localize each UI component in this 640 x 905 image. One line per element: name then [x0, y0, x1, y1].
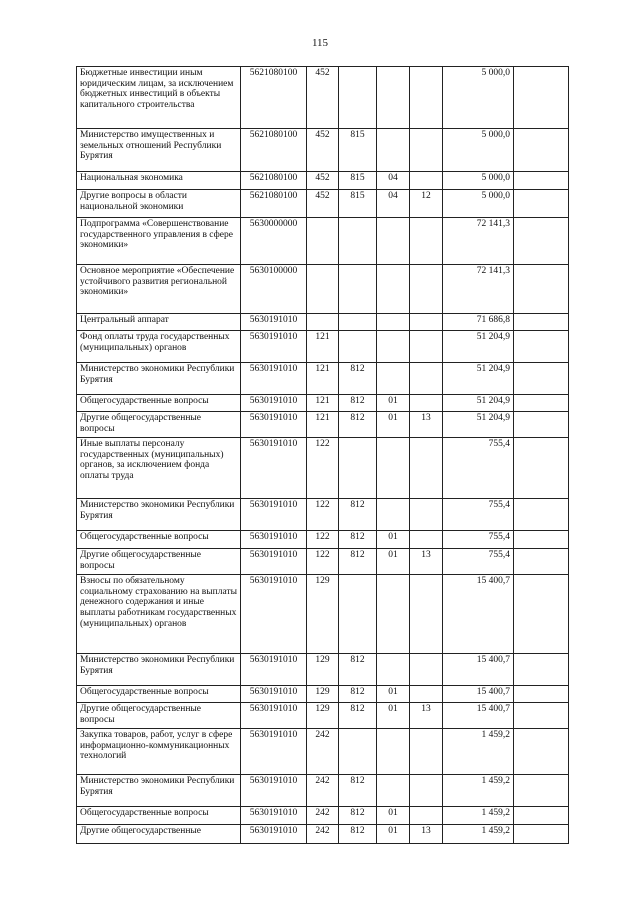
administrator-cell: 815 [339, 172, 377, 190]
administrator-cell: 812 [339, 412, 377, 438]
subsection-cell [410, 686, 443, 703]
row-name-cell: Министерство экономики Республики Бурятия [77, 363, 241, 395]
table-row [77, 549, 569, 575]
administrator-cell: 812 [339, 703, 377, 729]
target-article-cell: 5630100000 [241, 265, 307, 314]
blank-cell [514, 363, 569, 395]
section-cell [377, 499, 410, 531]
target-article-cell: 5630191010 [241, 654, 307, 686]
table-row [77, 686, 569, 703]
row-name-cell: Министерство экономики Республики Бурятия [77, 775, 241, 807]
expense-type-cell [307, 218, 339, 265]
row-name-cell: Другие общегосударственные вопросы [77, 412, 241, 438]
expense-type-cell: 129 [307, 575, 339, 654]
target-article-cell: 5630191010 [241, 438, 307, 499]
table-row [77, 218, 569, 265]
blank-cell [514, 575, 569, 654]
table-row [77, 703, 569, 729]
administrator-cell [339, 218, 377, 265]
table-row [77, 825, 569, 844]
target-article-cell: 5630191010 [241, 775, 307, 807]
subsection-cell [410, 331, 443, 363]
table-row [77, 729, 569, 775]
target-article-cell: 5621080100 [241, 172, 307, 190]
row-name-cell: Другие общегосударственные [77, 825, 241, 844]
row-name-cell: Министерство экономики Республики Бурятия [77, 499, 241, 531]
table-row [77, 363, 569, 395]
expense-type-cell: 242 [307, 807, 339, 825]
subsection-cell [410, 499, 443, 531]
row-name-cell: Министерство экономики Республики Бурятия [77, 654, 241, 686]
subsection-cell [410, 438, 443, 499]
amount-cell: 1 459,2 [443, 729, 514, 775]
table-row [77, 807, 569, 825]
administrator-cell [339, 265, 377, 314]
expense-type-cell: 122 [307, 549, 339, 575]
blank-cell [514, 703, 569, 729]
expense-type-cell: 122 [307, 438, 339, 499]
subsection-cell: 13 [410, 825, 443, 844]
blank-cell [514, 825, 569, 844]
budget-table [76, 66, 569, 844]
section-cell: 01 [377, 703, 410, 729]
amount-cell: 5 000,0 [443, 190, 514, 218]
amount-cell: 51 204,9 [443, 395, 514, 412]
subsection-cell [410, 575, 443, 654]
target-article-cell: 5621080100 [241, 67, 307, 129]
amount-cell: 71 686,8 [443, 314, 514, 331]
row-name-cell: Министерство имущественных и земельных отношений Республики Бурятия [77, 129, 241, 172]
target-article-cell: 5630191010 [241, 363, 307, 395]
target-article-cell: 5621080100 [241, 190, 307, 218]
target-article-cell: 5630191010 [241, 531, 307, 549]
row-name-cell: Другие общегосударственные вопросы [77, 703, 241, 729]
table-row [77, 67, 569, 129]
row-name-cell: Другие вопросы в области национальной экономики [77, 190, 241, 218]
section-cell [377, 218, 410, 265]
administrator-cell: 812 [339, 499, 377, 531]
administrator-cell: 812 [339, 807, 377, 825]
subsection-cell: 12 [410, 190, 443, 218]
administrator-cell [339, 438, 377, 499]
section-cell: 04 [377, 172, 410, 190]
section-cell [377, 331, 410, 363]
table-row [77, 190, 569, 218]
subsection-cell: 13 [410, 412, 443, 438]
expense-type-cell: 121 [307, 395, 339, 412]
table-row [77, 314, 569, 331]
row-name-cell: Фонд оплаты труда государственных (муниципальных) органов [77, 331, 241, 363]
section-cell [377, 775, 410, 807]
amount-cell: 72 141,3 [443, 265, 514, 314]
row-name-cell: Подпрограмма «Совершенствование государственного управления в сфере экономики» [77, 218, 241, 265]
administrator-cell [339, 67, 377, 129]
table-row [77, 531, 569, 549]
subsection-cell: 13 [410, 549, 443, 575]
blank-cell [514, 531, 569, 549]
section-cell: 01 [377, 807, 410, 825]
section-cell: 01 [377, 412, 410, 438]
target-article-cell: 5630191010 [241, 703, 307, 729]
administrator-cell: 812 [339, 395, 377, 412]
expense-type-cell: 452 [307, 67, 339, 129]
section-cell [377, 265, 410, 314]
row-name-cell: Общегосударственные вопросы [77, 531, 241, 549]
subsection-cell [410, 807, 443, 825]
blank-cell [514, 654, 569, 686]
table-row [77, 654, 569, 686]
target-article-cell: 5630191010 [241, 314, 307, 331]
section-cell [377, 438, 410, 499]
target-article-cell: 5630191010 [241, 395, 307, 412]
section-cell [377, 363, 410, 395]
blank-cell [514, 67, 569, 129]
expense-type-cell: 122 [307, 499, 339, 531]
row-name-cell: Общегосударственные вопросы [77, 395, 241, 412]
row-name-cell: Бюджетные инвестиции иным юридическим лицам, за исключением бюджетных инвестиций в объекты капитального строительства [77, 67, 241, 129]
target-article-cell: 5630191010 [241, 825, 307, 844]
row-name-cell: Центральный аппарат [77, 314, 241, 331]
table-row [77, 575, 569, 654]
amount-cell: 5 000,0 [443, 172, 514, 190]
row-name-cell: Взносы по обязательному социальному страхованию на выплаты денежного содержания и иные выплаты работникам государственных (муниципальных) органов [77, 575, 241, 654]
section-cell: 01 [377, 531, 410, 549]
table-row [77, 499, 569, 531]
blank-cell [514, 807, 569, 825]
row-name-cell: Общегосударственные вопросы [77, 686, 241, 703]
section-cell: 01 [377, 825, 410, 844]
administrator-cell: 812 [339, 825, 377, 844]
amount-cell: 15 400,7 [443, 703, 514, 729]
amount-cell: 51 204,9 [443, 363, 514, 395]
expense-type-cell: 452 [307, 190, 339, 218]
blank-cell [514, 729, 569, 775]
amount-cell: 15 400,7 [443, 686, 514, 703]
blank-cell [514, 775, 569, 807]
subsection-cell: 13 [410, 703, 443, 729]
subsection-cell [410, 654, 443, 686]
amount-cell: 51 204,9 [443, 412, 514, 438]
table-row [77, 438, 569, 499]
section-cell: 04 [377, 190, 410, 218]
administrator-cell: 812 [339, 654, 377, 686]
subsection-cell [410, 67, 443, 129]
section-cell [377, 67, 410, 129]
blank-cell [514, 129, 569, 172]
subsection-cell [410, 265, 443, 314]
blank-cell [514, 218, 569, 265]
target-article-cell: 5621080100 [241, 129, 307, 172]
expense-type-cell: 452 [307, 172, 339, 190]
amount-cell: 1 459,2 [443, 775, 514, 807]
subsection-cell [410, 395, 443, 412]
amount-cell: 755,4 [443, 549, 514, 575]
amount-cell: 72 141,3 [443, 218, 514, 265]
administrator-cell [339, 729, 377, 775]
blank-cell [514, 331, 569, 363]
section-cell [377, 129, 410, 172]
expense-type-cell: 121 [307, 363, 339, 395]
expense-type-cell: 122 [307, 531, 339, 549]
table-row [77, 172, 569, 190]
table-row [77, 412, 569, 438]
administrator-cell: 815 [339, 190, 377, 218]
expense-type-cell: 129 [307, 654, 339, 686]
administrator-cell: 812 [339, 775, 377, 807]
amount-cell: 1 459,2 [443, 825, 514, 844]
administrator-cell: 812 [339, 363, 377, 395]
administrator-cell [339, 314, 377, 331]
subsection-cell [410, 218, 443, 265]
subsection-cell [410, 314, 443, 331]
blank-cell [514, 438, 569, 499]
blank-cell [514, 314, 569, 331]
amount-cell: 15 400,7 [443, 575, 514, 654]
administrator-cell [339, 331, 377, 363]
section-cell: 01 [377, 395, 410, 412]
amount-cell: 5 000,0 [443, 129, 514, 172]
target-article-cell: 5630191010 [241, 686, 307, 703]
section-cell [377, 654, 410, 686]
blank-cell [514, 412, 569, 438]
row-name-cell: Основное мероприятие «Обеспечение устойчивого развития региональной экономики» [77, 265, 241, 314]
expense-type-cell: 129 [307, 686, 339, 703]
administrator-cell: 815 [339, 129, 377, 172]
administrator-cell [339, 575, 377, 654]
target-article-cell: 5630191010 [241, 549, 307, 575]
subsection-cell [410, 129, 443, 172]
page-number: 115 [311, 37, 329, 49]
target-article-cell: 5630191010 [241, 499, 307, 531]
subsection-cell [410, 363, 443, 395]
table-row [77, 775, 569, 807]
expense-type-cell: 242 [307, 775, 339, 807]
amount-cell: 51 204,9 [443, 331, 514, 363]
administrator-cell: 812 [339, 549, 377, 575]
administrator-cell: 812 [339, 531, 377, 549]
row-name-cell: Общегосударственные вопросы [77, 807, 241, 825]
target-article-cell: 5630191010 [241, 575, 307, 654]
expense-type-cell: 121 [307, 331, 339, 363]
subsection-cell [410, 172, 443, 190]
expense-type-cell: 121 [307, 412, 339, 438]
blank-cell [514, 549, 569, 575]
expense-type-cell: 452 [307, 129, 339, 172]
section-cell: 01 [377, 549, 410, 575]
table-row [77, 129, 569, 172]
amount-cell: 755,4 [443, 531, 514, 549]
table-row [77, 395, 569, 412]
section-cell [377, 314, 410, 331]
amount-cell: 5 000,0 [443, 67, 514, 129]
subsection-cell [410, 729, 443, 775]
expense-type-cell: 242 [307, 825, 339, 844]
blank-cell [514, 499, 569, 531]
target-article-cell: 5630191010 [241, 807, 307, 825]
expense-type-cell [307, 314, 339, 331]
administrator-cell: 812 [339, 686, 377, 703]
target-article-cell: 5630191010 [241, 729, 307, 775]
target-article-cell: 5630191010 [241, 331, 307, 363]
row-name-cell: Иные выплаты персоналу государственных (муниципальных) органов, за исключением фонда оплаты труда [77, 438, 241, 499]
row-name-cell: Закупка товаров, работ, услуг в сфере информационно-коммуникационных технологий [77, 729, 241, 775]
target-article-cell: 5630000000 [241, 218, 307, 265]
blank-cell [514, 686, 569, 703]
table-row [77, 265, 569, 314]
subsection-cell [410, 531, 443, 549]
amount-cell: 1 459,2 [443, 807, 514, 825]
section-cell [377, 575, 410, 654]
expense-type-cell [307, 265, 339, 314]
expense-type-cell: 242 [307, 729, 339, 775]
expense-type-cell: 129 [307, 703, 339, 729]
section-cell: 01 [377, 686, 410, 703]
blank-cell [514, 190, 569, 218]
table-row [77, 331, 569, 363]
amount-cell: 755,4 [443, 438, 514, 499]
amount-cell: 755,4 [443, 499, 514, 531]
subsection-cell [410, 775, 443, 807]
amount-cell: 15 400,7 [443, 654, 514, 686]
blank-cell [514, 265, 569, 314]
row-name-cell: Другие общегосударственные вопросы [77, 549, 241, 575]
blank-cell [514, 172, 569, 190]
row-name-cell: Национальная экономика [77, 172, 241, 190]
blank-cell [514, 395, 569, 412]
target-article-cell: 5630191010 [241, 412, 307, 438]
section-cell [377, 729, 410, 775]
